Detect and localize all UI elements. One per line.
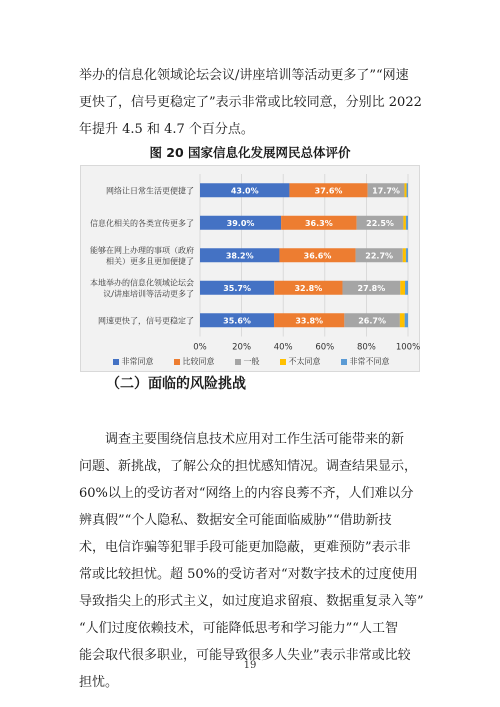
- bar-segment: [405, 313, 408, 327]
- data-label: 43.0%: [230, 186, 259, 196]
- x-tick-label: 60%: [315, 342, 335, 353]
- bar-segment: [403, 216, 405, 230]
- text-line: 辨真假”“个人隐私、数据安全可能面临威胁”“借助新技: [79, 513, 392, 528]
- legend-swatch: [280, 359, 286, 365]
- data-label: 36.6%: [303, 251, 332, 261]
- data-label: 36.3%: [304, 218, 333, 228]
- data-label: 38.2%: [225, 251, 254, 261]
- text-line: 调查主要围绕信息技术应用对工作生活可能带来的新: [105, 432, 405, 447]
- bar-segment: [405, 281, 408, 295]
- text-line: 担忧。: [79, 675, 119, 690]
- legend-item: [174, 356, 215, 367]
- x-tick-label: 20%: [232, 342, 252, 353]
- legend-label: 非常不同意: [349, 357, 390, 366]
- data-label: 35.6%: [223, 316, 251, 326]
- legend-label: 一般: [243, 357, 260, 366]
- section-heading: （二）面临的风险挑战: [106, 376, 246, 392]
- data-label: 26.7%: [358, 316, 387, 326]
- legend-item: [235, 356, 260, 367]
- text-line: “人们过度依赖技术，可能降低思考和学习能力”“人工智: [79, 621, 398, 636]
- bar-segment: [404, 183, 406, 197]
- text-line: 举办的信息化领域论坛会议/讲座培训等活动更多了”“网速: [79, 68, 409, 83]
- chart-legend: [81, 356, 421, 367]
- text-line: 60%以上的受访者对“网络上的内容良莠不齐，人们难以分: [79, 486, 414, 501]
- legend-label: 非常同意: [121, 357, 154, 366]
- intro-paragraph: [79, 62, 431, 143]
- text-line: 问题、新挑战，了解公众的担忧感知情况。调查结果显示，: [79, 459, 418, 474]
- category-label: 相关）更多且更加便捷了: [106, 256, 194, 266]
- text-line: 导致指尖上的形式主义，如过度追求留痕、数据重复录入等”: [79, 594, 424, 609]
- text-line: 年提升 4.5 和 4.7 个百分点。: [79, 122, 254, 137]
- x-tick-label: 40%: [273, 342, 293, 353]
- category-label: 本地举办的信息化领域论坛会: [90, 278, 194, 288]
- data-label: 32.8%: [294, 283, 323, 293]
- legend-swatch: [235, 359, 241, 365]
- legend-item: [341, 356, 390, 367]
- bar-segment: [400, 281, 405, 295]
- bar-segment: [403, 248, 406, 262]
- page-number: 19: [243, 660, 257, 671]
- bar-segment: [406, 216, 408, 230]
- bar-segment: [400, 313, 405, 327]
- text-line: 术，电信诈骗等犯罪手段可能更加隐蔽，更难预防”表示非: [79, 540, 411, 555]
- chart-plot: [81, 166, 421, 373]
- category-label: 信息化相关的各类宣传更多了: [90, 218, 194, 228]
- bar-segment: [406, 248, 408, 262]
- legend-label: 比较同意: [182, 357, 215, 366]
- data-label: 22.5%: [366, 218, 394, 228]
- legend-item: [280, 356, 321, 367]
- category-label: 议/讲座培训等活动更多了: [103, 289, 194, 299]
- category-label: 网络让日常生活更便捷了: [106, 186, 194, 196]
- data-label: 27.8%: [357, 283, 386, 293]
- text-line: 常或比较担忧。超 50%的受访者对“对数字技术的过度使用: [79, 567, 418, 582]
- category-label: 网速更快了，信号更稳定了: [98, 316, 194, 326]
- data-label: 22.7%: [365, 251, 394, 261]
- legend-swatch: [174, 359, 180, 365]
- data-label: 39.0%: [226, 218, 255, 228]
- text-line: 能会取代很多职业，可能导致很多人失业”表示非常或比较: [79, 648, 411, 663]
- bar-segment: [407, 183, 408, 197]
- x-tick-label: 80%: [356, 342, 376, 353]
- x-tick-label: 100%: [395, 342, 421, 353]
- data-label: 35.7%: [223, 283, 252, 293]
- legend-swatch: [113, 359, 119, 365]
- stacked-bar-chart: [80, 165, 420, 372]
- legend-label: 不太同意: [288, 357, 321, 366]
- figure-title: 图 20 国家信息化发展网民总体评价: [149, 145, 351, 160]
- legend-swatch: [341, 359, 347, 365]
- data-label: 37.6%: [314, 186, 343, 196]
- data-label: 33.8%: [295, 316, 324, 326]
- body-paragraph: [79, 426, 431, 696]
- x-tick-label: 0%: [193, 342, 207, 353]
- category-label: 能够在网上办理的事项（政府: [90, 245, 194, 255]
- legend-item: [113, 356, 154, 367]
- data-label: 17.7%: [372, 186, 400, 196]
- text-line: 更快了，信号更稳定了”表示非常或比较同意，分别比 2022: [79, 95, 422, 110]
